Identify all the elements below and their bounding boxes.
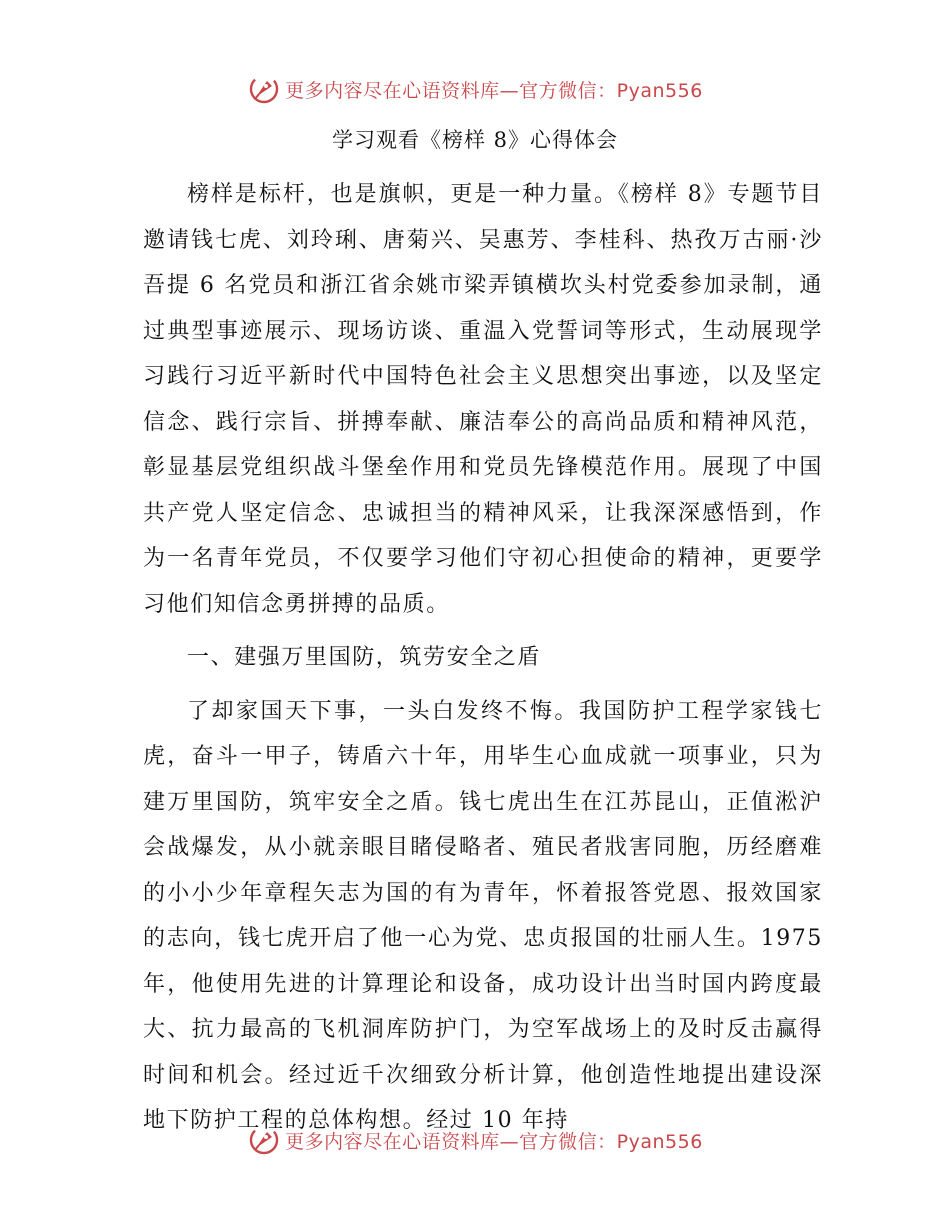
document-title: 学习观看《榜样 8》心得体会 bbox=[331, 128, 619, 152]
document-body bbox=[143, 172, 823, 1144]
paragraph-intro: 榜样是标杆，也是旗帜，更是一种力量。《榜样 8》专题节目邀请钱七虎、刘玲琍、唐菊兴、吴惠芳、李桂科、热孜万古丽·沙吾提 6 名党员和浙江省余姚市梁弄镇横坎头村党委参加录制，通过典型事迹展示、现场访谈、重温入党誓词等形式，生动展现学习践行习近平新时代中国特色社会主义思想突出事迹，以及坚定信念、践行宗旨、拼搏奉献、廉洁奉公的高尚品质和精神风范，彰显基层党组织战斗堡垒作用和党员先锋模范作用。展现了中国共产党人坚定信念、忠诚担当的精神风采，让我深深感悟到，作为一名青年党员，不仅要学习他们守初心担使命的精神，更要学习他们知信念勇拼搏的品质。 bbox=[143, 182, 823, 617]
banner-text: 更多内容尽在心语资料库—官方微信：Pyan556 bbox=[285, 1130, 703, 1153]
footer-banner bbox=[0, 1123, 950, 1157]
paragraph-section-one: 了却家国天下事，一头白发终不悔。我国防护工程学家钱七虎，奋斗一甲子，铸盾六十年，用毕生心血成就一项事业，只为建万里国防，筑牢安全之盾。钱七虎出生在江苏昆山，正值淞沪会战爆发，从小就亲眼目睹侵略者、殖民者戕害同胞，历经磨难的小小少年章程矢志为国的有为青年，怀着报答党恩、报效国家的志向，钱七虎开启了他一心为党、忠贞报国的壮丽人生。1975 年，他使用先进的计算理论和设备，成功设计出当时国内跨度最大、抗力最高的飞机洞库防护门，为空军战场上的及时反击赢得时间和机会。经过近千次细致分析计算，他创造性地提出建设深地下防护工程的总体构想。经过 10 年持 bbox=[143, 698, 823, 1133]
banner-text: 更多内容尽在心语资料库—官方微信：Pyan556 bbox=[285, 79, 703, 102]
pen-nib-logo-icon bbox=[247, 72, 281, 106]
header-banner bbox=[0, 72, 950, 106]
pen-nib-logo-icon bbox=[247, 1123, 281, 1157]
section-heading: 一、建强万里国防，筑劳安全之盾 bbox=[187, 645, 542, 670]
